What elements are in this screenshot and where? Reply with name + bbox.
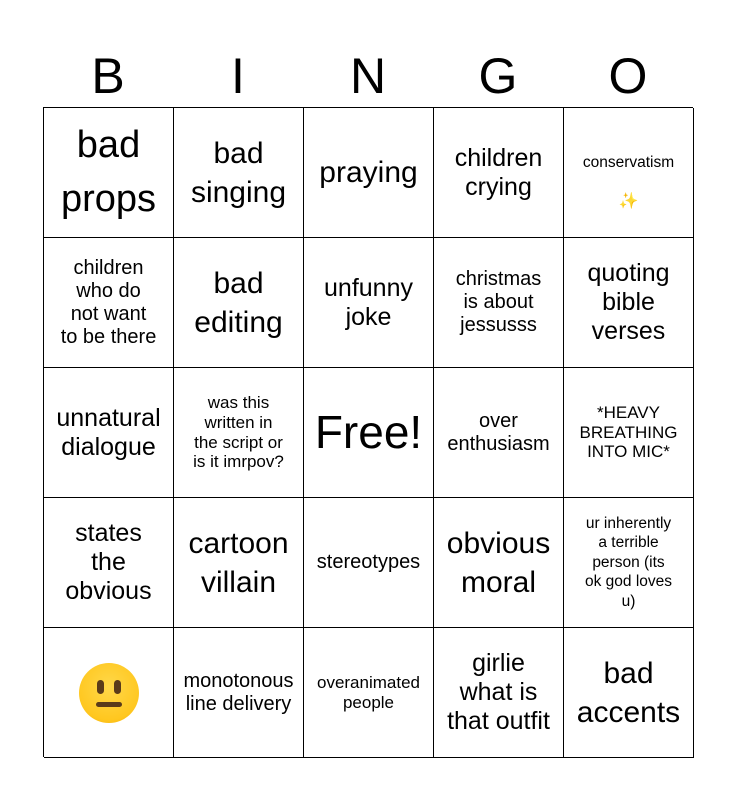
cell-label: bad accents <box>576 656 681 729</box>
bingo-cell[interactable] <box>434 498 564 628</box>
cell-label: monotonous line delivery <box>183 669 294 715</box>
bingo-cell[interactable] <box>564 238 694 368</box>
free-space-cell[interactable] <box>304 368 434 498</box>
bingo-cell[interactable] <box>44 368 174 498</box>
cell-label: *HEAVY BREATHING INTO MIC* <box>579 403 678 462</box>
bingo-cell[interactable] <box>174 628 304 758</box>
bingo-cell[interactable] <box>564 108 694 238</box>
cell-label: unfunny joke <box>324 273 413 331</box>
cell-label: states the obvious <box>65 519 152 605</box>
bingo-cell[interactable] <box>434 368 564 498</box>
bingo-cell[interactable] <box>564 368 694 498</box>
header-letter-i: I <box>231 48 245 104</box>
cell-label: bad props <box>60 124 157 220</box>
header-letter-n: N <box>349 48 387 104</box>
sparkles-icon: ✨ <box>618 192 639 210</box>
cell-label: bad editing <box>194 266 283 339</box>
cell-label: girlie what is that outfit <box>447 649 550 735</box>
header-letter-g: G <box>478 48 518 104</box>
cell-label: stereotypes <box>316 551 421 573</box>
bingo-cell[interactable] <box>44 108 174 238</box>
cell-label: overanimated people <box>316 672 420 712</box>
cell-label: was this written in the script or is it imrpov? <box>193 393 284 472</box>
bingo-cell[interactable] <box>44 238 174 368</box>
bingo-cell[interactable] <box>174 498 304 628</box>
bingo-cell[interactable] <box>174 238 304 368</box>
neutral-face-icon <box>79 663 139 723</box>
cell-label: obvious moral <box>446 526 551 599</box>
cell-label: quoting bible verses <box>587 259 670 345</box>
header-letter-b: B <box>91 48 125 104</box>
bingo-cell[interactable] <box>44 628 174 758</box>
cell-label: christmas is about jessusss <box>455 268 542 336</box>
cell-label: Free! <box>314 406 423 459</box>
header-letter-o: O <box>608 48 648 104</box>
cell-label: ur inherently a terrible person (its ok god loves u) <box>584 515 673 610</box>
bingo-header <box>43 44 693 108</box>
cell-label: children who do not want to be there <box>60 256 157 348</box>
cell-label: over enthusiasm <box>447 409 550 455</box>
bingo-card <box>43 107 693 757</box>
cell-label: praying <box>319 156 418 189</box>
bingo-cell[interactable] <box>304 238 434 368</box>
cell-label: cartoon villain <box>188 526 289 599</box>
cell-label: children crying <box>454 143 543 201</box>
bingo-cell[interactable] <box>174 108 304 238</box>
bingo-cell[interactable] <box>434 628 564 758</box>
bingo-cell[interactable] <box>304 628 434 758</box>
bingo-cell[interactable] <box>564 628 694 758</box>
cell-label: unnatural dialogue <box>56 403 161 461</box>
cell-label: conservatism <box>582 153 675 171</box>
bingo-cell[interactable] <box>174 368 304 498</box>
bingo-cell[interactable] <box>434 238 564 368</box>
bingo-cell[interactable] <box>44 498 174 628</box>
bingo-cell[interactable] <box>434 108 564 238</box>
cell-label: bad singing <box>190 136 287 209</box>
bingo-cell[interactable] <box>304 108 434 238</box>
bingo-cell[interactable] <box>564 498 694 628</box>
bingo-cell[interactable] <box>304 498 434 628</box>
